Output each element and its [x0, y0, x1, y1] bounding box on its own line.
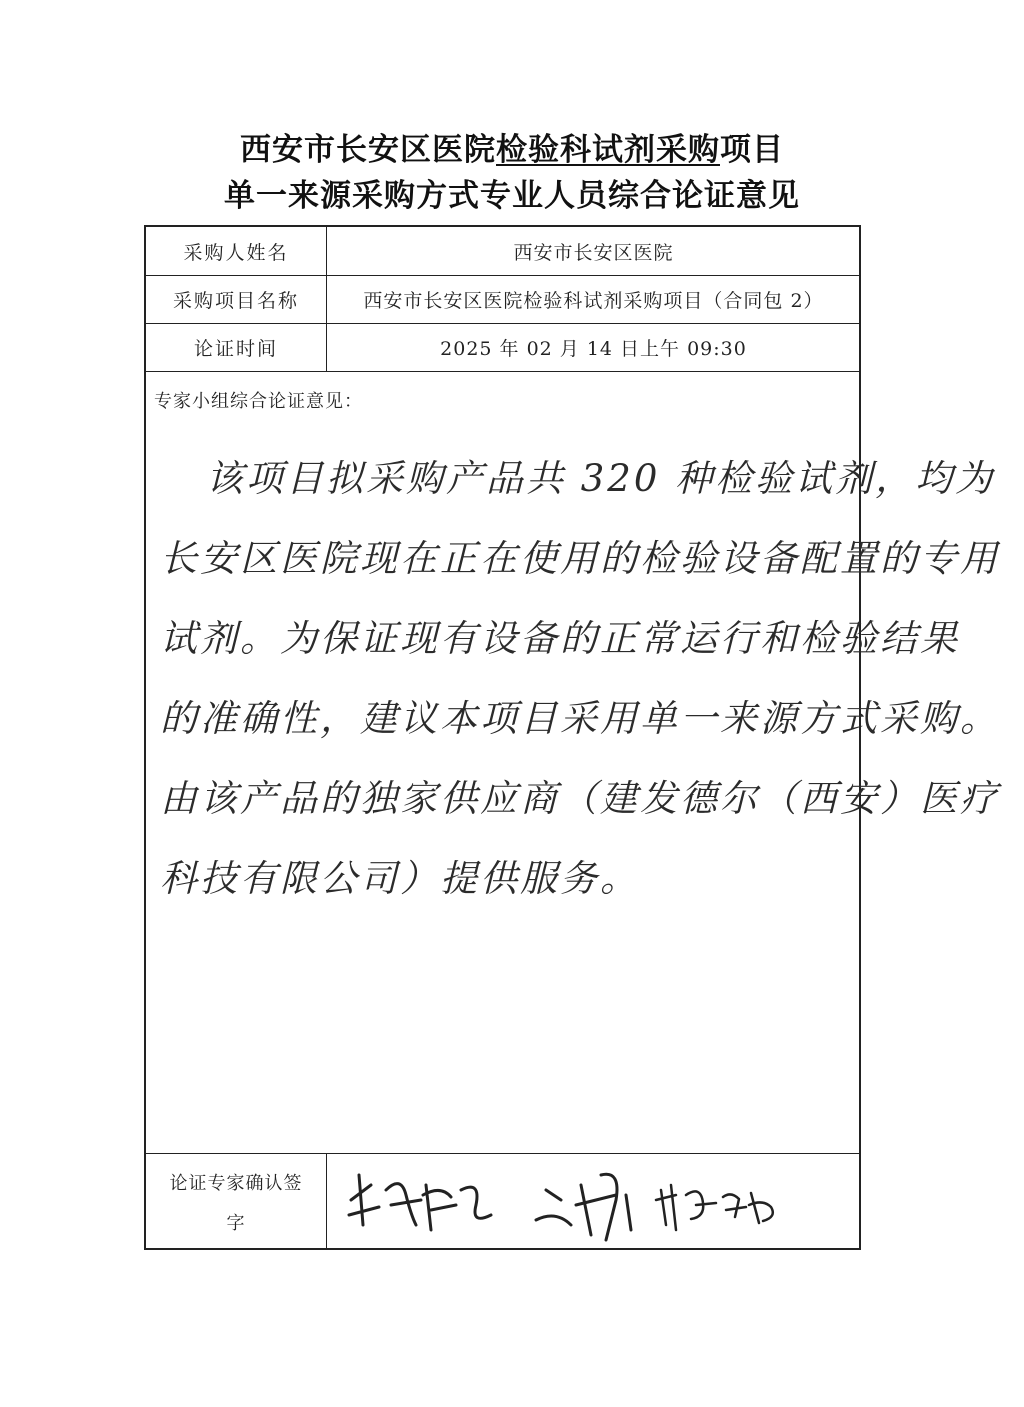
signature-label-line-2: 字 [226, 1213, 246, 1234]
time-label: 论证时间 [193, 337, 278, 360]
signature-1 [349, 1175, 491, 1230]
title-underlined-part-b: 采购 [656, 132, 720, 168]
handwritten-line: 的准确性，建议本项目采用单一来源方式采购。 [160, 697, 1000, 740]
handwritten-line: 科技有限公司）提供服务。 [160, 857, 640, 900]
signature-2 [536, 1174, 631, 1240]
purchaser-value: 西安市长安区医院 [513, 241, 674, 264]
opinion-label: 专家小组综合论证意见： [154, 391, 363, 412]
title-prefix: 西安市长安区医院 [240, 132, 496, 168]
project-label: 采购项目名称 [172, 289, 299, 312]
project-value: 西安市长安区医院检验科试剂采购项目（合同包 2） [363, 289, 824, 312]
title-suffix: 项目 [720, 132, 784, 168]
signature-3 [656, 1185, 773, 1230]
signature-label [146, 1164, 326, 1244]
row-divider [146, 371, 859, 372]
handwritten-line: 该项目拟采购产品共 320 种检验试剂，均为 [206, 457, 996, 500]
row-divider [146, 1153, 859, 1154]
purchaser-label: 采购人姓名 [183, 241, 289, 264]
document-title-line-2: 单一来源采购方式专业人员综合论证意见 [224, 178, 800, 214]
column-divider [326, 1153, 327, 1250]
expert-signatures [331, 1155, 861, 1245]
handwritten-line: 长安区医院现在正在使用的检验设备配置的专用 [160, 537, 1000, 580]
document-title-line-1 [0, 124, 1024, 169]
handwritten-line: 试剂。为保证现有设备的正常运行和检验结果 [160, 617, 960, 660]
signature-label-line-1: 论证专家确认签 [169, 1173, 303, 1194]
time-value: 2025 年 02 月 14 日上午 09:30 [440, 337, 747, 360]
title-underlined-part-a: 检验科试剂 [496, 132, 656, 168]
demonstration-form [144, 225, 1000, 1250]
handwritten-line: 由该产品的独家供应商（建发德尔（西安）医疗 [160, 777, 1000, 820]
